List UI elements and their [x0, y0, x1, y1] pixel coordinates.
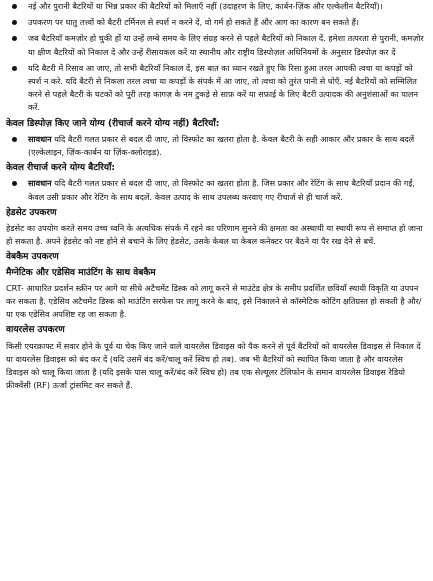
bullet-text: यदि बैटरी में रिसाव आ जाए, तो सभी बैटरियाँ निकाल दें, इस बात का ध्यान रखते हुए कि रिसा हुआ तरल आपकी त्वचा या कपड़ों को स्पर्श न करे. यदि बैटरी से निकला तरल त्वचा या कपड़ों के संपर्क में आ जाए, तो त्वचा को तुरंत पानी से धोएँ. नई बैटरियों को सम्मिलित करने से पहले बैटरी के घटकों को पूरी तरह कागज़ के नम टुकड़े से साफ़ करें या सफ़ाई के लिए बैटरी उत्पादक की अनुशंसाओं का पालन करें. [28, 62, 418, 113]
list-item [6, 177, 427, 203]
rechargeable-heading: केवल रीचार्ज करने योग्य बैटरियाँ: [6, 163, 116, 174]
headset-heading: हेडसेट उपकरण [6, 207, 57, 218]
list-item [6, 62, 427, 115]
nonrechargeable-list [6, 133, 427, 159]
bullet-dot [12, 4, 17, 9]
bullet-dot [12, 137, 17, 142]
caution-text: यदि बैटरी गलत प्रकार से बदल दी जाए, तो विस्फोट का खतरा होता है. जिस प्रकार और रेटिंग के साथ बैटरियाँ प्रदान की गईं, केवल उसी प्रकार और रेटिंग के साथ बदलें. केवल उत्पाद के साथ उपलब्ध करवाए गए रीचार्ज से ही चार्ज करें. [28, 178, 415, 202]
bullet-dot [12, 20, 17, 25]
list-item [6, 0, 427, 13]
bullet-text: उपकरण पर धातु तत्त्वों को बैटरी टर्मिनल से स्पर्श न करने दें, वो गर्म हो सकते हैं और आग का कारण बन सकते हैं। [28, 17, 360, 28]
wireless-paragraph: किसी एयरक्राफ्ट में सवार होने के पूर्व या चेक किए जाने वाले वायरलेस डिवाइस को पैक करने से पूर्व बैटरियों को वायरलेस डिवाइस से निकाल दें या वायरलेस डिवाइस को बंद कर दें (यदि उसमें बंद करें/चालू करें स्विच हो तब). जब भी बैटरियों को स्थापित किया जाता है और वायरलेस डिवाइस को चालू किया जाता है (यदि इसके पास चालू करें/बंद करें स्विच हो) तब एक सेल्यूलर टेलिफोन के समान वायरलेस डिवाइस रेडियो फ्रीक्वेंसी (RF) ऊर्जा ट्रांसमिट कर सकते हैं. [6, 340, 421, 391]
bullet-dot [12, 181, 17, 186]
bullet-dot [12, 36, 17, 41]
list-item [6, 32, 427, 58]
webcam-heading: वेबकैम उपकरण [6, 252, 59, 263]
headset-paragraph: हेडसेट का उपयोग करते समय उच्च ध्वनि के अत्यधिक संपर्क में रहने का परिणाम सुनने की क्षमता का अस्थायी या स्थायी रूप से समाप्त हो जाना हो सकता है. अपने हेडसेट को नष्ट होने से बचाने के लिए हेडसेट, उसके केबल या केबल कनेक्टर पर बैठने या पैर रख देने से बचें. [6, 223, 423, 247]
list-item [6, 133, 427, 159]
bullet-text: नई और पुरानी बैटरियों या भिन्न प्रकार की बैटरियों को मिलाएँ नहीं (उदाहरण के लिए, कार्बन-ज़िंक और एल्केलीन बैटरियाँ)। [28, 1, 383, 11]
webcam-subheading: मैग्नेटिक और एडेसिव माउंटिंग के साथ वेबकैम [6, 267, 156, 278]
intro-bullet-list [6, 0, 427, 115]
webcam-paragraph: CRT- आधारित प्रदर्शन स्क्रीन पर आगे या सीधे अटैचमेंट डिस्क को लागू करने से माउंटेड क्षेत्र के समीप प्रदर्शित छवियाँ स्थायी विकृति या उपपन कर सकता है. एडेसिव अटैचमेंट डिस्क को माउंटिंग सरफेस पर लागू करने के बाद, इसे निकालने से कॉस्मेटिक कोटिंग क्षतिग्रस्त हो सकती है और/या एक एडेसिव अपशिष्ट रह जा सकता है. [6, 282, 422, 320]
caution-text: यदि बैटरी गलत प्रकार से बदल दी जाए, तो विस्फोट का खतरा होता है. केवल बैटरी के सही आकार और प्रकार के साथ बदलें (एल्केलाइन, ज़िंक-कार्बन या ज़िंक-क्लोराइड). [28, 133, 415, 158]
rechargeable-list [6, 177, 427, 203]
bullet-text: जब बैटरियाँ कमज़ोर हो चुकी हों या उन्हें लम्बे समय के लिए संग्रह करने से पहले बैटरियों को निकाल दें. हमेशा तत्परता से पुरानी, कमज़ोर या क्षीण बैटरियों को निकाल दें और उन्हें रीसायकल करें या स्थानीय और राष्ट्रीय डिस्पोज़ल अधिनियमों के अनुसार डिस्पोज़ कर दें [28, 33, 424, 57]
nonrechargeable-heading: केवल डिस्पोज़ किए जाने योग्य (रीचार्ज करने योग्य नहीं) बैटरियाँ: [6, 118, 220, 129]
bullet-dot [12, 66, 17, 71]
caution-label: सावधान [28, 133, 52, 144]
caution-label: सावधान [28, 178, 52, 189]
wireless-heading: वायरलेस उपकरण [6, 325, 65, 336]
list-item [6, 16, 427, 29]
